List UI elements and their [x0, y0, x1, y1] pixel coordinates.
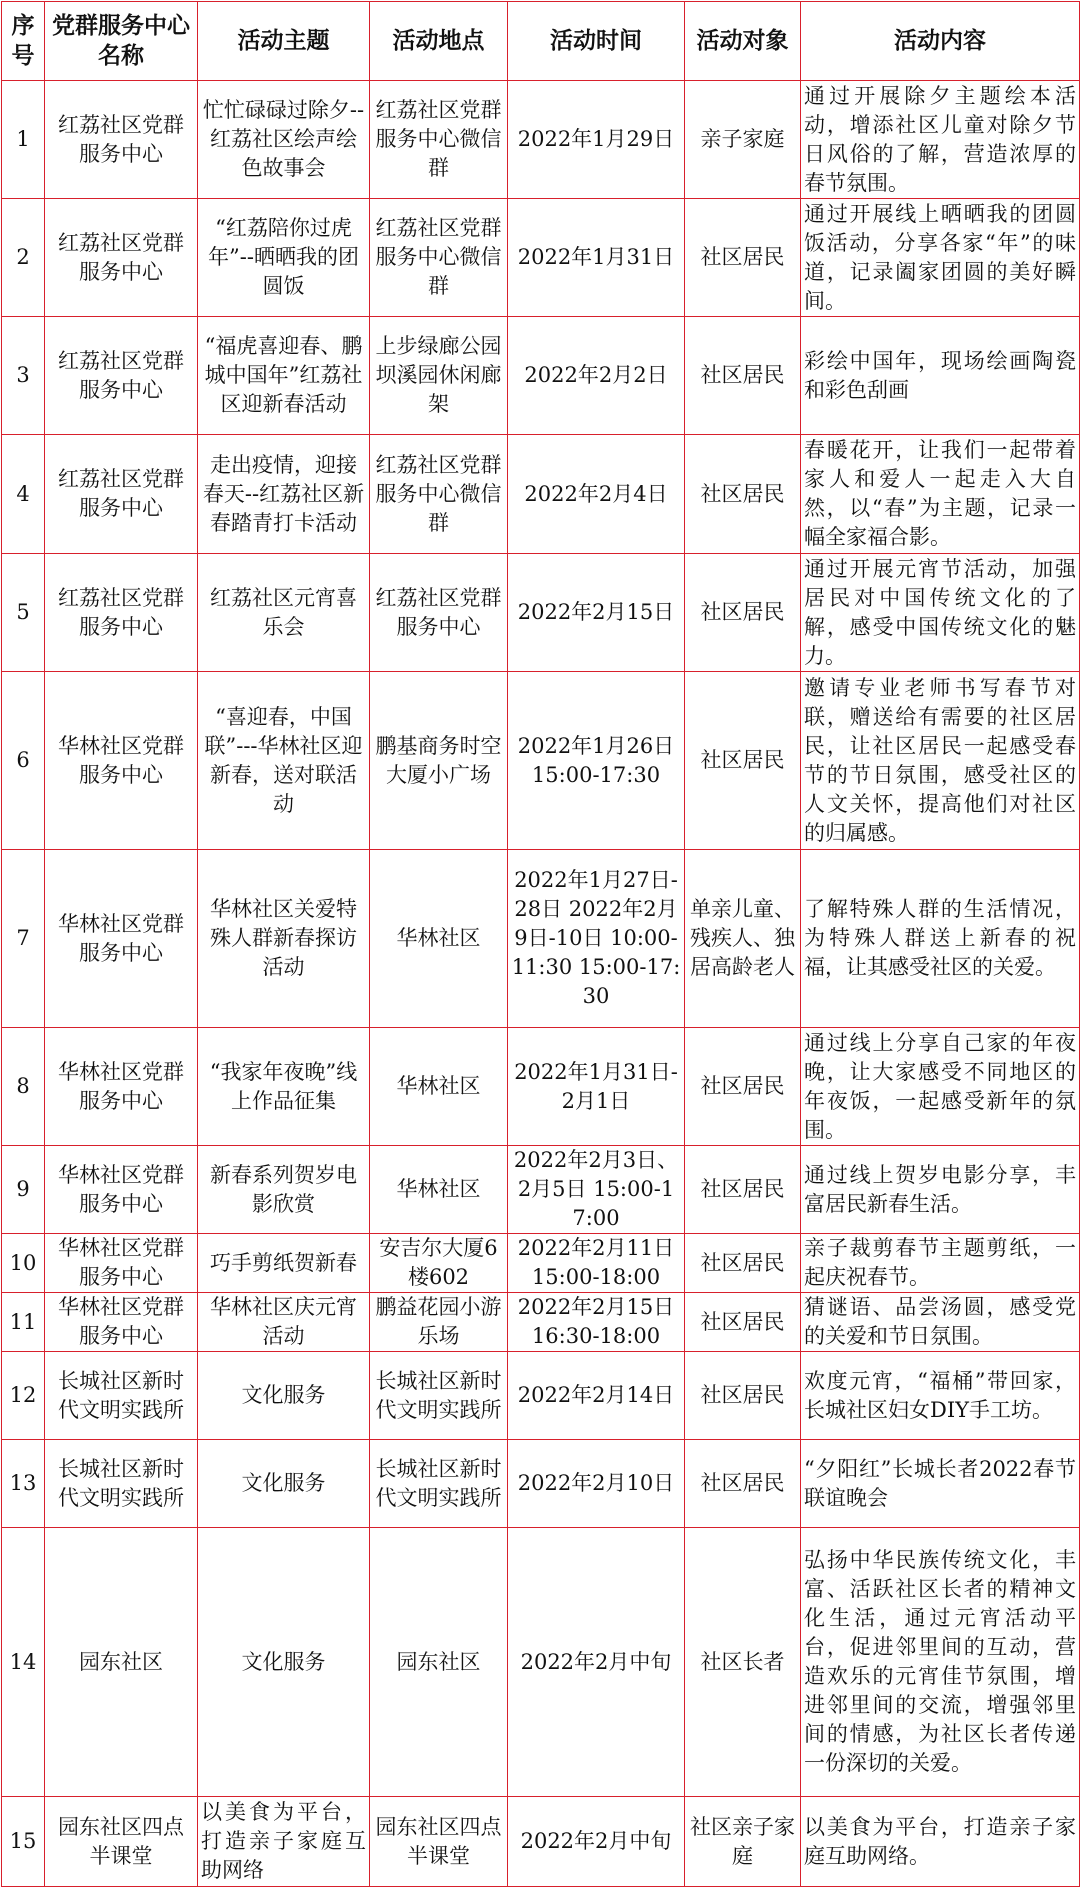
header-location: 活动地点: [370, 2, 508, 81]
cell-center-name: 红荔社区党群服务中心: [45, 199, 198, 317]
cell-theme: “红荔陪你过虎年”--晒晒我的团圆饭: [198, 199, 370, 317]
cell-theme: 华林社区庆元宵活动: [198, 1293, 370, 1352]
cell-center-name: 华林社区党群服务中心: [45, 1028, 198, 1146]
cell-theme: 巧手剪纸贺新春: [198, 1234, 370, 1293]
table-row: [2, 435, 1080, 554]
cell-index: 3: [2, 317, 45, 435]
cell-theme: 忙忙碌碌过除夕--红荔社区绘声绘色故事会: [198, 81, 370, 199]
table-row: [2, 1352, 1080, 1440]
table-row: [2, 1528, 1080, 1797]
cell-location: 长城社区新时代文明实践所: [370, 1352, 508, 1440]
cell-audience: 社区居民: [685, 1352, 801, 1440]
cell-index: 2: [2, 199, 45, 317]
cell-index: 5: [2, 554, 45, 672]
cell-center-name: 园东社区: [45, 1528, 198, 1797]
cell-theme: 走出疫情，迎接春天--红荔社区新春踏青打卡活动: [198, 435, 370, 554]
cell-time: 2022年2月10日: [508, 1440, 685, 1528]
cell-center-name: 华林社区党群服务中心: [45, 672, 198, 850]
cell-index: 4: [2, 435, 45, 554]
cell-center-name: 华林社区党群服务中心: [45, 1146, 198, 1234]
header-audience: 活动对象: [685, 2, 801, 81]
cell-center-name: 长城社区新时代文明实践所: [45, 1352, 198, 1440]
cell-time: 2022年2月中旬: [508, 1528, 685, 1797]
cell-center-name: 华林社区党群服务中心: [45, 850, 198, 1028]
cell-content: 猜谜语、品尝汤圆，感受党的关爱和节日氛围。: [801, 1293, 1080, 1352]
header-theme: 活动主题: [198, 2, 370, 81]
cell-content: 通过开展除夕主题绘本活动，增添社区儿童对除夕节日风俗的了解，营造浓厚的春节氛围。: [801, 81, 1080, 199]
cell-theme: 文化服务: [198, 1352, 370, 1440]
cell-center-name: 华林社区党群服务中心: [45, 1234, 198, 1293]
table-row: [2, 554, 1080, 672]
cell-content: 彩绘中国年，现场绘画陶瓷和彩色刮画: [801, 317, 1080, 435]
cell-content: 以美食为平台，打造亲子家庭互助网络。: [801, 1797, 1080, 1887]
table-row: [2, 1797, 1080, 1887]
cell-audience: 社区居民: [685, 1293, 801, 1352]
cell-center-name: 红荔社区党群服务中心: [45, 317, 198, 435]
table-row: [2, 1440, 1080, 1528]
cell-time: 2022年2月4日: [508, 435, 685, 554]
cell-audience: 社区长者: [685, 1528, 801, 1797]
cell-content: 春暖花开，让我们一起带着家人和爱人一起走入大自然，以“春”为主题，记录一幅全家福合影。: [801, 435, 1080, 554]
cell-theme: “福虎喜迎春、鹏城中国年”红荔社区迎新春活动: [198, 317, 370, 435]
table-row: [2, 850, 1080, 1028]
table-row: [2, 317, 1080, 435]
cell-theme: 红荔社区元宵喜乐会: [198, 554, 370, 672]
cell-time: 2022年1月29日: [508, 81, 685, 199]
cell-center-name: 红荔社区党群服务中心: [45, 554, 198, 672]
cell-audience: 社区居民: [685, 1234, 801, 1293]
cell-audience: 亲子家庭: [685, 81, 801, 199]
cell-audience: 社区居民: [685, 672, 801, 850]
cell-time: 2022年2月3日、2月5日 15:00-17:00: [508, 1146, 685, 1234]
cell-location: 鹏基商务时空大厦小广场: [370, 672, 508, 850]
cell-content: “夕阳红”长城长者2022春节联谊晚会: [801, 1440, 1080, 1528]
cell-center-name: 红荔社区党群服务中心: [45, 81, 198, 199]
header-row: [2, 2, 1080, 81]
cell-audience: 单亲儿童、残疾人、独居高龄老人: [685, 850, 801, 1028]
cell-index: 14: [2, 1528, 45, 1797]
cell-audience: 社区居民: [685, 1146, 801, 1234]
header-time: 活动时间: [508, 2, 685, 81]
cell-time: 2022年2月11日 15:00-18:00: [508, 1234, 685, 1293]
cell-index: 12: [2, 1352, 45, 1440]
cell-audience: 社区居民: [685, 435, 801, 554]
cell-content: 通过线上贺岁电影分享，丰富居民新春生活。: [801, 1146, 1080, 1234]
cell-time: 2022年2月15日 16:30-18:00: [508, 1293, 685, 1352]
cell-index: 7: [2, 850, 45, 1028]
cell-time: 2022年1月31日: [508, 199, 685, 317]
cell-location: 鹏益花园小游乐场: [370, 1293, 508, 1352]
cell-audience: 社区居民: [685, 1440, 801, 1528]
cell-time: 2022年2月14日: [508, 1352, 685, 1440]
cell-theme: 华林社区关爱特殊人群新春探访活动: [198, 850, 370, 1028]
cell-content: 弘扬中华民族传统文化，丰富、活跃社区长者的精神文化生活，通过元宵活动平台，促进邻里间的互动，营造欢乐的元宵佳节氛围，增进邻里间的交流，增强邻里间的情感，为社区长者传递一份深切的关爱。: [801, 1528, 1080, 1797]
cell-time: 2022年2月中旬: [508, 1797, 685, 1887]
cell-location: 红荔社区党群服务中心: [370, 554, 508, 672]
cell-location: 长城社区新时代文明实践所: [370, 1440, 508, 1528]
cell-index: 1: [2, 81, 45, 199]
cell-time: 2022年2月15日: [508, 554, 685, 672]
cell-theme: 新春系列贺岁电影欣赏: [198, 1146, 370, 1234]
cell-time: 2022年1月27日-28日 2022年2月9日-10日 10:00-11:30 15:00-17:30: [508, 850, 685, 1028]
cell-content: 邀请专业老师书写春节对联，赠送给有需要的社区居民，让社区居民一起感受春节的节日氛围，感受社区的人文关怀，提高他们对社区的归属感。: [801, 672, 1080, 850]
cell-theme: 以美食为平台，打造亲子家庭互助网络: [198, 1797, 370, 1887]
activity-table: [1, 1, 1080, 1887]
cell-center-name: 园东社区四点半课堂: [45, 1797, 198, 1887]
table-row: [2, 199, 1080, 317]
table-row: [2, 1146, 1080, 1234]
cell-theme: “喜迎春，中国联”---华林社区迎新春，送对联活动: [198, 672, 370, 850]
cell-index: 13: [2, 1440, 45, 1528]
header-index: 序号: [2, 2, 45, 81]
table-body: [2, 81, 1080, 1887]
cell-index: 15: [2, 1797, 45, 1887]
table-row: [2, 1028, 1080, 1146]
header-content: 活动内容: [801, 2, 1080, 81]
cell-index: 6: [2, 672, 45, 850]
cell-audience: 社区亲子家庭: [685, 1797, 801, 1887]
cell-location: 红荔社区党群服务中心微信群: [370, 435, 508, 554]
cell-location: 华林社区: [370, 1028, 508, 1146]
cell-content: 通过开展元宵节活动，加强居民对中国传统文化的了解，感受中国传统文化的魅力。: [801, 554, 1080, 672]
cell-location: 红荔社区党群服务中心微信群: [370, 199, 508, 317]
cell-location: 华林社区: [370, 850, 508, 1028]
cell-location: 园东社区四点半课堂: [370, 1797, 508, 1887]
cell-content: 亲子裁剪春节主题剪纸，一起庆祝春节。: [801, 1234, 1080, 1293]
cell-center-name: 华林社区党群服务中心: [45, 1293, 198, 1352]
cell-audience: 社区居民: [685, 199, 801, 317]
cell-audience: 社区居民: [685, 554, 801, 672]
cell-content: 通过线上分享自己家的年夜晚，让大家感受不同地区的年夜饭，一起感受新年的氛围。: [801, 1028, 1080, 1146]
cell-location: 园东社区: [370, 1528, 508, 1797]
cell-theme: “我家年夜晚”线上作品征集: [198, 1028, 370, 1146]
cell-time: 2022年1月26日 15:00-17:30: [508, 672, 685, 850]
header-center-name: 党群服务中心名称: [45, 2, 198, 81]
table-row: [2, 672, 1080, 850]
cell-index: 8: [2, 1028, 45, 1146]
cell-location: 红荔社区党群服务中心微信群: [370, 81, 508, 199]
cell-content: 了解特殊人群的生活情况，为特殊人群送上新春的祝福，让其感受社区的关爱。: [801, 850, 1080, 1028]
cell-index: 10: [2, 1234, 45, 1293]
cell-time: 2022年1月31日-2月1日: [508, 1028, 685, 1146]
cell-content: 欢度元宵，“福桶”带回家，长城社区妇女DIY手工坊。: [801, 1352, 1080, 1440]
cell-index: 11: [2, 1293, 45, 1352]
table-row: [2, 1293, 1080, 1352]
cell-content: 通过开展线上晒晒我的团圆饭活动，分享各家“年”的味道，记录阖家团圆的美好瞬间。: [801, 199, 1080, 317]
cell-location: 安吉尔大厦6楼602: [370, 1234, 508, 1293]
cell-location: 华林社区: [370, 1146, 508, 1234]
cell-audience: 社区居民: [685, 1028, 801, 1146]
cell-location: 上步绿廊公园坝溪园休闲廊架: [370, 317, 508, 435]
cell-center-name: 红荔社区党群服务中心: [45, 435, 198, 554]
cell-time: 2022年2月2日: [508, 317, 685, 435]
cell-theme: 文化服务: [198, 1440, 370, 1528]
cell-audience: 社区居民: [685, 317, 801, 435]
table-row: [2, 1234, 1080, 1293]
cell-center-name: 长城社区新时代文明实践所: [45, 1440, 198, 1528]
cell-index: 9: [2, 1146, 45, 1234]
table-row: [2, 81, 1080, 199]
cell-theme: 文化服务: [198, 1528, 370, 1797]
